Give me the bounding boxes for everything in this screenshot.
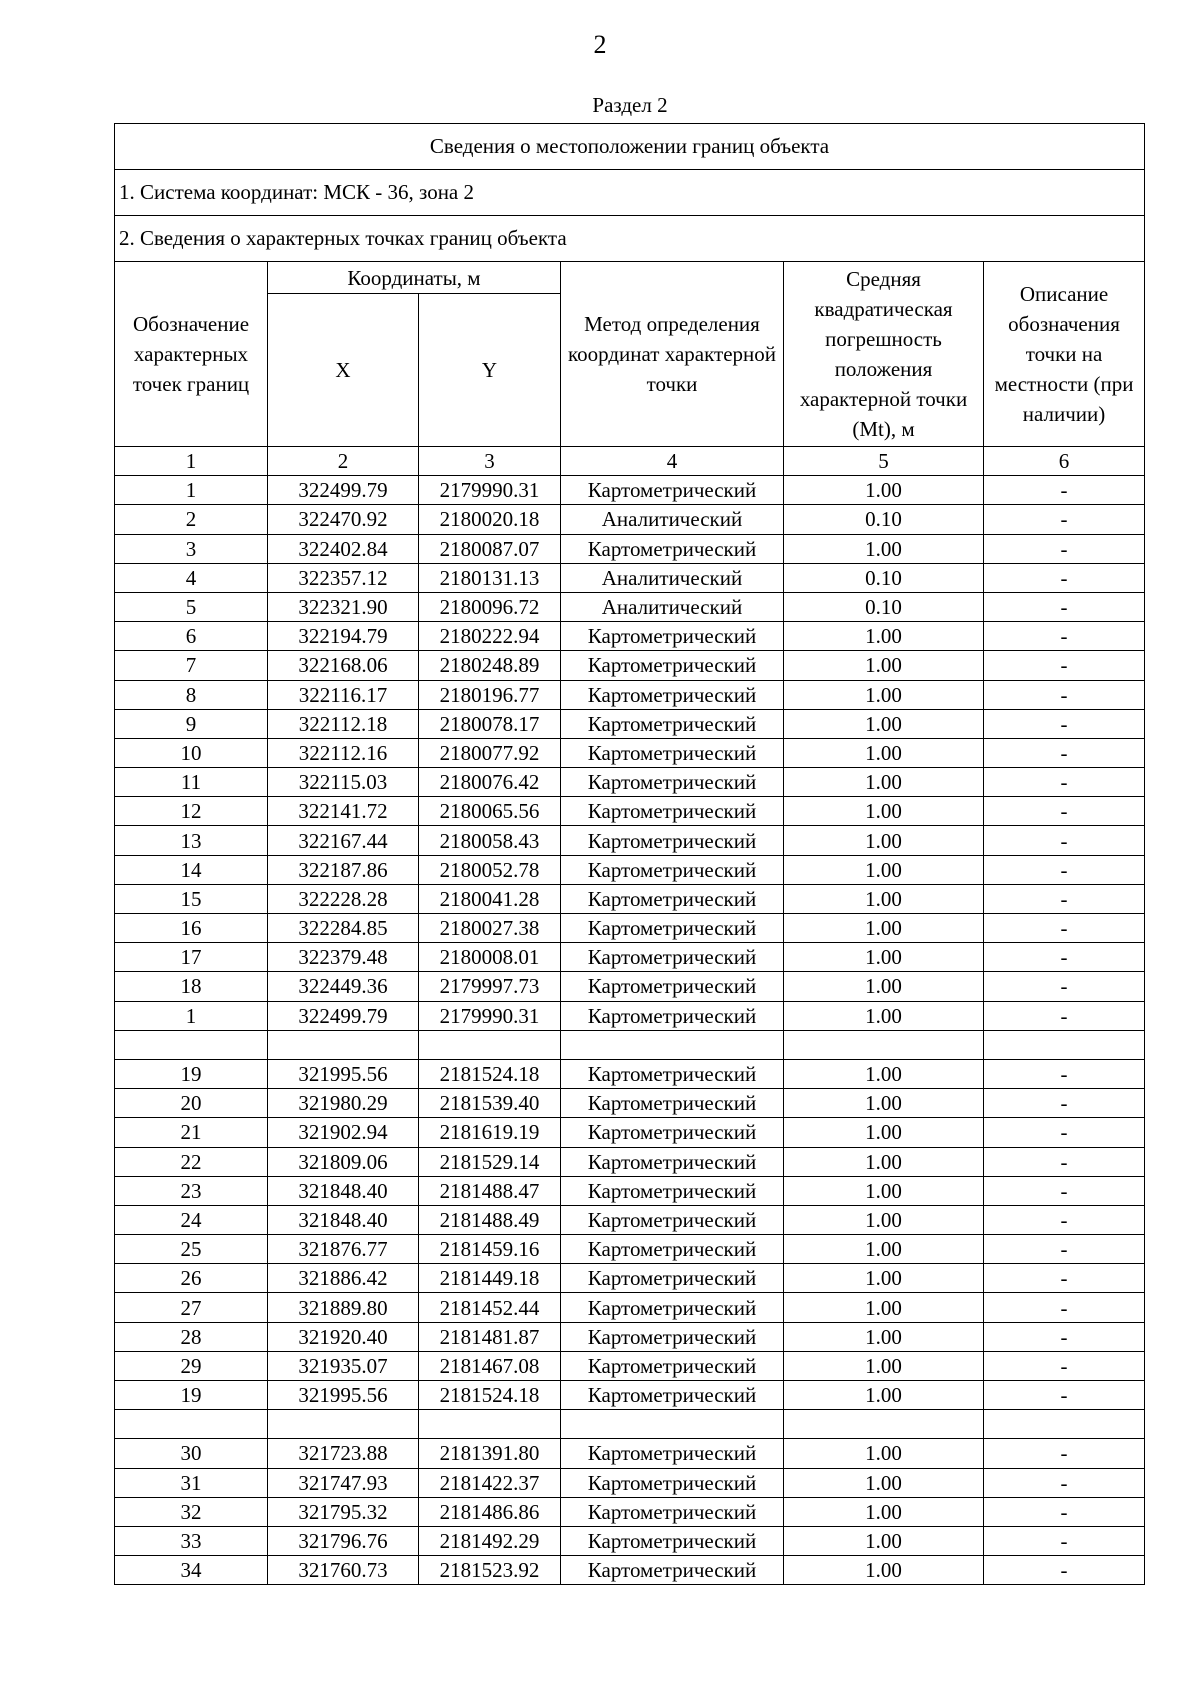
description: - [984, 592, 1145, 621]
coord-y: 2180020.18 [419, 505, 561, 534]
coord-x: 322187.86 [268, 855, 419, 884]
method: Картометрический [561, 943, 784, 972]
point-id: 9 [115, 709, 268, 738]
error-value: 1.00 [784, 1147, 984, 1176]
description: - [984, 738, 1145, 767]
page-number: 2 [593, 30, 607, 59]
description: - [984, 1264, 1145, 1293]
description: - [984, 855, 1145, 884]
description: - [984, 1089, 1145, 1118]
coord-y: 2181449.18 [419, 1264, 561, 1293]
point-id: 26 [115, 1264, 268, 1293]
coord-y: 2180222.94 [419, 622, 561, 651]
table-caption: Сведения о местоположении границ объекта [115, 124, 1145, 170]
empty-cell [561, 1410, 784, 1439]
coord-y: 2179990.31 [419, 476, 561, 505]
table-row [115, 972, 1145, 1001]
coord-y: 2180065.56 [419, 797, 561, 826]
point-id: 31 [115, 1468, 268, 1497]
point-id: 3 [115, 534, 268, 563]
empty-cell [419, 1410, 561, 1439]
group-separator-row [115, 1410, 1145, 1439]
description: - [984, 1001, 1145, 1030]
description: - [984, 1556, 1145, 1585]
description: - [984, 1381, 1145, 1410]
table-row [115, 1526, 1145, 1555]
coord-y: 2181523.92 [419, 1556, 561, 1585]
coord-x: 321920.40 [268, 1322, 419, 1351]
group-separator-row [115, 1030, 1145, 1059]
error-value: 1.00 [784, 1118, 984, 1147]
method: Картометрический [561, 914, 784, 943]
description: - [984, 1526, 1145, 1555]
table-row [115, 476, 1145, 505]
header-description: Описание обозначения точки на местности (при наличии) [984, 262, 1145, 447]
table-row [115, 1264, 1145, 1293]
point-id: 1 [115, 1001, 268, 1030]
point-id: 21 [115, 1118, 268, 1147]
coord-x: 322141.72 [268, 797, 419, 826]
coord-x: 321747.93 [268, 1468, 419, 1497]
description: - [984, 622, 1145, 651]
method: Картометрический [561, 1264, 784, 1293]
description: - [984, 1205, 1145, 1234]
description: - [984, 1439, 1145, 1468]
method: Картометрический [561, 622, 784, 651]
header-method: Метод определения координат характерной точки [561, 262, 784, 447]
table-row [115, 1556, 1145, 1585]
coord-y: 2181492.29 [419, 1526, 561, 1555]
coord-y: 2181481.87 [419, 1322, 561, 1351]
description: - [984, 1235, 1145, 1264]
table-row [115, 534, 1145, 563]
description: - [984, 1293, 1145, 1322]
method: Картометрический [561, 1118, 784, 1147]
coord-y: 2181391.80 [419, 1439, 561, 1468]
error-value: 1.00 [784, 797, 984, 826]
method: Картометрический [561, 1001, 784, 1030]
error-value: 1.00 [784, 768, 984, 797]
coord-x: 321889.80 [268, 1293, 419, 1322]
error-value: 1.00 [784, 1497, 984, 1526]
point-id: 4 [115, 563, 268, 592]
coord-x: 321995.56 [268, 1381, 419, 1410]
description: - [984, 914, 1145, 943]
coord-y: 2181524.18 [419, 1059, 561, 1088]
coord-y: 2181422.37 [419, 1468, 561, 1497]
header-error: Средняя квадратическая погрешность положения характерной точки (Mt), м [784, 262, 984, 447]
empty-cell [984, 1030, 1145, 1059]
coord-x: 322194.79 [268, 622, 419, 651]
description: - [984, 709, 1145, 738]
coord-x: 321902.94 [268, 1118, 419, 1147]
error-value: 1.00 [784, 1264, 984, 1293]
error-value: 1.00 [784, 709, 984, 738]
method: Картометрический [561, 534, 784, 563]
point-id: 20 [115, 1089, 268, 1118]
empty-cell [784, 1030, 984, 1059]
coord-y: 2180248.89 [419, 651, 561, 680]
table-row [115, 1089, 1145, 1118]
coord-y: 2180087.07 [419, 534, 561, 563]
boundary-points-table [114, 123, 1145, 1585]
coord-x: 322499.79 [268, 1001, 419, 1030]
method: Картометрический [561, 1322, 784, 1351]
coord-y: 2180096.72 [419, 592, 561, 621]
empty-cell [268, 1410, 419, 1439]
description: - [984, 534, 1145, 563]
point-id: 11 [115, 768, 268, 797]
point-id: 12 [115, 797, 268, 826]
method: Картометрический [561, 1176, 784, 1205]
error-value: 1.00 [784, 1235, 984, 1264]
coord-x: 322284.85 [268, 914, 419, 943]
table-row [115, 1468, 1145, 1497]
error-value: 1.00 [784, 1293, 984, 1322]
error-value: 1.00 [784, 1439, 984, 1468]
point-id: 8 [115, 680, 268, 709]
table-row [115, 592, 1145, 621]
column-number: 6 [984, 447, 1145, 476]
table-row [115, 1381, 1145, 1410]
error-value: 1.00 [784, 476, 984, 505]
boundary-table-container [114, 123, 1144, 1585]
coord-x: 321886.42 [268, 1264, 419, 1293]
error-value: 1.00 [784, 1176, 984, 1205]
point-id: 33 [115, 1526, 268, 1555]
error-value: 1.00 [784, 914, 984, 943]
coord-x: 322168.06 [268, 651, 419, 680]
table-row [115, 914, 1145, 943]
empty-cell [268, 1030, 419, 1059]
coord-y: 2180041.28 [419, 884, 561, 913]
error-value: 1.00 [784, 943, 984, 972]
method: Картометрический [561, 1147, 784, 1176]
error-value: 1.00 [784, 1468, 984, 1497]
coord-y: 2180027.38 [419, 914, 561, 943]
error-value: 1.00 [784, 855, 984, 884]
method: Картометрический [561, 797, 784, 826]
table-row [115, 738, 1145, 767]
method: Картометрический [561, 1235, 784, 1264]
method: Картометрический [561, 1351, 784, 1380]
coord-x: 321995.56 [268, 1059, 419, 1088]
coord-y: 2181459.16 [419, 1235, 561, 1264]
point-id: 22 [115, 1147, 268, 1176]
point-id: 1 [115, 476, 268, 505]
table-row [115, 855, 1145, 884]
description: - [984, 797, 1145, 826]
error-value: 1.00 [784, 651, 984, 680]
point-id: 14 [115, 855, 268, 884]
empty-cell [984, 1410, 1145, 1439]
point-id: 25 [115, 1235, 268, 1264]
empty-cell [115, 1410, 268, 1439]
column-number: 5 [784, 447, 984, 476]
description: - [984, 1322, 1145, 1351]
description: - [984, 563, 1145, 592]
coord-x: 321876.77 [268, 1235, 419, 1264]
description: - [984, 1176, 1145, 1205]
point-id: 7 [115, 651, 268, 680]
error-value: 1.00 [784, 680, 984, 709]
table-row [115, 1235, 1145, 1264]
table-row [115, 680, 1145, 709]
method: Картометрический [561, 1205, 784, 1234]
point-id: 32 [115, 1497, 268, 1526]
table-row [115, 651, 1145, 680]
point-id: 5 [115, 592, 268, 621]
empty-cell [115, 1030, 268, 1059]
table-row [115, 826, 1145, 855]
description: - [984, 972, 1145, 1001]
coord-y: 2180078.17 [419, 709, 561, 738]
coord-x: 322112.16 [268, 738, 419, 767]
coord-x: 322379.48 [268, 943, 419, 972]
table-row [115, 709, 1145, 738]
coord-x: 322112.18 [268, 709, 419, 738]
coord-y: 2180077.92 [419, 738, 561, 767]
coord-x: 322357.12 [268, 563, 419, 592]
point-id: 13 [115, 826, 268, 855]
description: - [984, 1059, 1145, 1088]
table-row [115, 563, 1145, 592]
method: Картометрический [561, 651, 784, 680]
coord-y: 2181539.40 [419, 1089, 561, 1118]
coord-x: 321809.06 [268, 1147, 419, 1176]
table-row [115, 1205, 1145, 1234]
description: - [984, 1351, 1145, 1380]
method: Картометрический [561, 1556, 784, 1585]
table-row [115, 1176, 1145, 1205]
method: Картометрический [561, 1293, 784, 1322]
header-y: Y [419, 294, 561, 447]
method: Картометрический [561, 768, 784, 797]
method: Картометрический [561, 1059, 784, 1088]
table-row [115, 943, 1145, 972]
error-value: 1.00 [784, 1001, 984, 1030]
point-id: 24 [115, 1205, 268, 1234]
coord-x: 321980.29 [268, 1089, 419, 1118]
point-id: 19 [115, 1059, 268, 1088]
error-value: 1.00 [784, 1059, 984, 1088]
coord-x: 322449.36 [268, 972, 419, 1001]
description: - [984, 1468, 1145, 1497]
method: Картометрический [561, 884, 784, 913]
error-value: 1.00 [784, 622, 984, 651]
point-id: 6 [115, 622, 268, 651]
coord-x: 321848.40 [268, 1176, 419, 1205]
coord-y: 2181529.14 [419, 1147, 561, 1176]
error-value: 1.00 [784, 1322, 984, 1351]
table-row [115, 1497, 1145, 1526]
table-row [115, 1059, 1145, 1088]
description: - [984, 826, 1145, 855]
column-number: 2 [268, 447, 419, 476]
point-id: 16 [115, 914, 268, 943]
section-title: Раздел 2 [592, 93, 668, 117]
coord-y: 2180131.13 [419, 563, 561, 592]
error-value: 1.00 [784, 1526, 984, 1555]
description: - [984, 884, 1145, 913]
coord-x: 322470.92 [268, 505, 419, 534]
table-row [115, 1147, 1145, 1176]
method: Картометрический [561, 709, 784, 738]
empty-cell [561, 1030, 784, 1059]
header-coordinates: Координаты, м [268, 262, 561, 294]
method: Аналитический [561, 592, 784, 621]
coord-x: 321796.76 [268, 1526, 419, 1555]
coord-y: 2180196.77 [419, 680, 561, 709]
coord-y: 2180076.42 [419, 768, 561, 797]
coord-y: 2181488.49 [419, 1205, 561, 1234]
table-row [115, 1439, 1145, 1468]
error-value: 0.10 [784, 563, 984, 592]
point-id: 17 [115, 943, 268, 972]
coord-y: 2181524.18 [419, 1381, 561, 1410]
method: Картометрический [561, 1089, 784, 1118]
point-id: 15 [115, 884, 268, 913]
coord-x: 322167.44 [268, 826, 419, 855]
point-id: 29 [115, 1351, 268, 1380]
method: Картометрический [561, 855, 784, 884]
method: Картометрический [561, 476, 784, 505]
coord-x: 321795.32 [268, 1497, 419, 1526]
coord-x: 321848.40 [268, 1205, 419, 1234]
table-row [115, 1293, 1145, 1322]
error-value: 1.00 [784, 1205, 984, 1234]
table-row [115, 1001, 1145, 1030]
method: Картометрический [561, 1497, 784, 1526]
coord-x: 321760.73 [268, 1556, 419, 1585]
description: - [984, 943, 1145, 972]
description: - [984, 1497, 1145, 1526]
coord-y: 2179997.73 [419, 972, 561, 1001]
coord-x: 322116.17 [268, 680, 419, 709]
description: - [984, 768, 1145, 797]
point-id: 27 [115, 1293, 268, 1322]
method: Картометрический [561, 738, 784, 767]
description: - [984, 680, 1145, 709]
method: Картометрический [561, 972, 784, 1001]
table-row [115, 797, 1145, 826]
description: - [984, 1147, 1145, 1176]
description: - [984, 505, 1145, 534]
error-value: 1.00 [784, 884, 984, 913]
coordinate-system: 1. Система координат: МСК - 36, зона 2 [115, 170, 1145, 216]
method: Картометрический [561, 1468, 784, 1497]
point-id: 34 [115, 1556, 268, 1585]
coord-y: 2181619.19 [419, 1118, 561, 1147]
coord-y: 2181488.47 [419, 1176, 561, 1205]
error-value: 0.10 [784, 505, 984, 534]
error-value: 0.10 [784, 592, 984, 621]
coord-x: 322115.03 [268, 768, 419, 797]
table-row [115, 768, 1145, 797]
coord-y: 2179990.31 [419, 1001, 561, 1030]
header-x: X [268, 294, 419, 447]
point-id: 10 [115, 738, 268, 767]
coord-x: 322499.79 [268, 476, 419, 505]
coord-x: 321935.07 [268, 1351, 419, 1380]
empty-cell [784, 1410, 984, 1439]
table-row [115, 1322, 1145, 1351]
point-id: 23 [115, 1176, 268, 1205]
point-id: 30 [115, 1439, 268, 1468]
method: Картометрический [561, 1439, 784, 1468]
method: Картометрический [561, 1381, 784, 1410]
column-number: 4 [561, 447, 784, 476]
column-number: 3 [419, 447, 561, 476]
description: - [984, 651, 1145, 680]
coord-x: 321723.88 [268, 1439, 419, 1468]
coord-y: 2181486.86 [419, 1497, 561, 1526]
column-number-row [115, 447, 1145, 476]
error-value: 1.00 [784, 1089, 984, 1118]
coord-y: 2180058.43 [419, 826, 561, 855]
column-number: 1 [115, 447, 268, 476]
table-row [115, 1351, 1145, 1380]
point-id: 28 [115, 1322, 268, 1351]
error-value: 1.00 [784, 972, 984, 1001]
point-id: 18 [115, 972, 268, 1001]
error-value: 1.00 [784, 738, 984, 767]
method: Картометрический [561, 1526, 784, 1555]
table-row [115, 884, 1145, 913]
error-value: 1.00 [784, 1556, 984, 1585]
coord-y: 2181452.44 [419, 1293, 561, 1322]
coord-y: 2181467.08 [419, 1351, 561, 1380]
coord-x: 322321.90 [268, 592, 419, 621]
header-designation: Обозначение характерных точек границ [115, 262, 268, 447]
error-value: 1.00 [784, 534, 984, 563]
method: Картометрический [561, 826, 784, 855]
coord-x: 322228.28 [268, 884, 419, 913]
points-section-title: 2. Сведения о характерных точках границ объекта [115, 216, 1145, 262]
description: - [984, 476, 1145, 505]
method: Аналитический [561, 505, 784, 534]
error-value: 1.00 [784, 1381, 984, 1410]
error-value: 1.00 [784, 826, 984, 855]
table-row [115, 505, 1145, 534]
table-row [115, 622, 1145, 651]
method: Аналитический [561, 563, 784, 592]
method: Картометрический [561, 680, 784, 709]
description: - [984, 1118, 1145, 1147]
table-row [115, 1118, 1145, 1147]
coord-y: 2180052.78 [419, 855, 561, 884]
empty-cell [419, 1030, 561, 1059]
point-id: 19 [115, 1381, 268, 1410]
coord-y: 2180008.01 [419, 943, 561, 972]
coord-x: 322402.84 [268, 534, 419, 563]
point-id: 2 [115, 505, 268, 534]
error-value: 1.00 [784, 1351, 984, 1380]
